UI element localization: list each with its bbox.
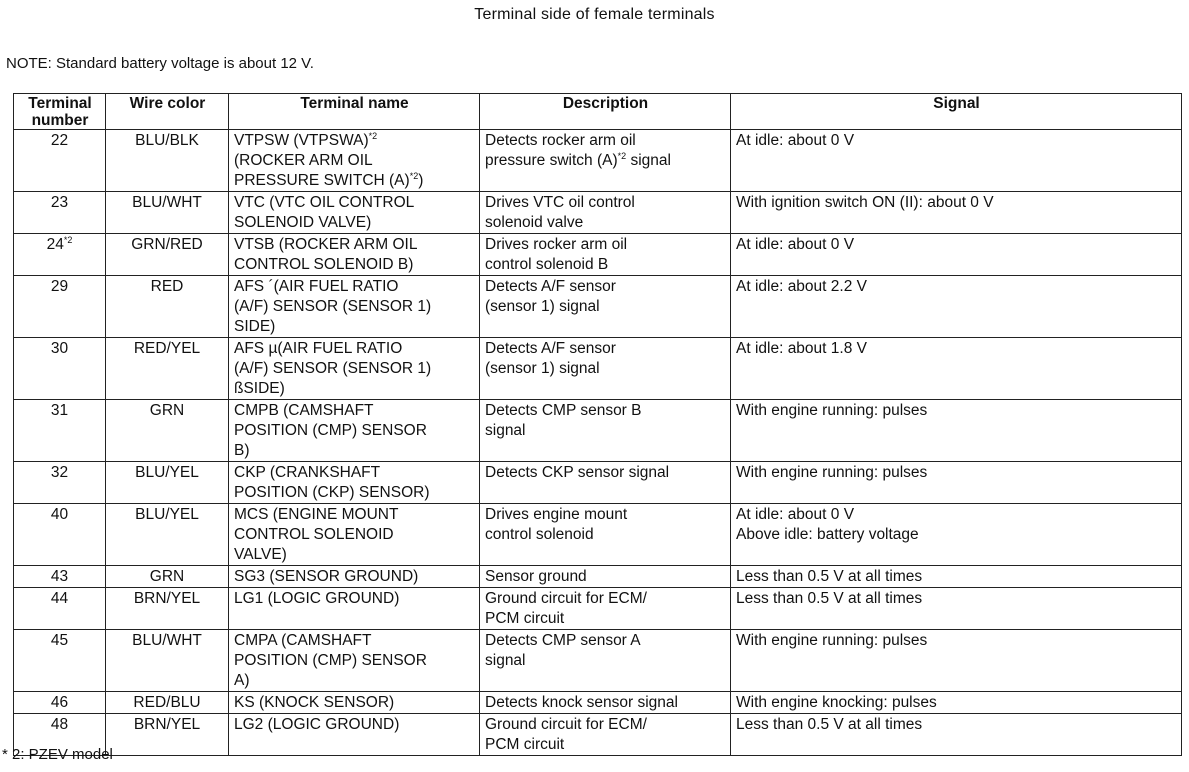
terminal-name-cell — [229, 588, 480, 630]
terminal-name-cell-line: KS (KNOCK SENSOR) — [234, 694, 395, 711]
terminal-name-cell-line: A) — [234, 672, 250, 689]
terminal-name-cell-line: AFS µ(AIR FUEL RATIO — [234, 340, 403, 357]
signal-cell-line: Less than 0.5 V at all times — [736, 716, 923, 733]
terminal-name-cell-line: (ROCKER ARM OIL — [234, 152, 373, 169]
description-cell — [480, 566, 731, 588]
description-cell-line: (sensor 1) signal — [485, 360, 600, 377]
terminal-name-cell-line: LG2 (LOGIC GROUND) — [234, 716, 400, 733]
terminal-name-cell — [229, 276, 480, 338]
signal-cell — [731, 234, 1182, 276]
description-cell — [480, 130, 731, 192]
terminal-name-cell — [229, 504, 480, 566]
header-wire-color: Wire color — [106, 94, 229, 130]
description-cell-line: Sensor ground — [485, 568, 587, 585]
table-row — [14, 566, 1182, 588]
description-cell-line: signal — [485, 422, 526, 439]
terminal-name-cell-line: VTPSW (VTPSWA)$^{*2}$ — [234, 130, 378, 149]
terminal-name-cell-line: VTSB (ROCKER ARM OIL — [234, 236, 418, 253]
table-row — [14, 588, 1182, 630]
terminal-name-cell-line: VTC (VTC OIL CONTROL — [234, 194, 415, 211]
signal-cell-line: Less than 0.5 V at all times — [736, 568, 923, 585]
header-signal: Signal — [731, 94, 1182, 130]
wire-color-cell: RED — [106, 276, 229, 338]
page-title: Terminal side of female terminals — [474, 6, 715, 23]
terminal-name-cell — [229, 234, 480, 276]
signal-cell — [731, 588, 1182, 630]
signal-cell-line: With engine knocking: pulses — [736, 694, 937, 711]
terminal-name-cell — [229, 192, 480, 234]
description-cell-line: Detects rocker arm oil — [485, 132, 636, 149]
description-cell-line: solenoid valve — [485, 214, 584, 231]
description-cell-line: Detects CMP sensor B — [485, 402, 642, 419]
wire-color-cell: BLU/YEL — [106, 462, 229, 504]
wire-color-cell: BLU/BLK — [106, 130, 229, 192]
terminal-number-cell: 43 — [14, 566, 106, 588]
terminal-name-cell-line: ßSIDE) — [234, 380, 285, 397]
signal-cell — [731, 130, 1182, 192]
signal-cell — [731, 630, 1182, 692]
terminal-number-cell: 30 — [14, 338, 106, 400]
description-cell-line: Drives engine mount — [485, 506, 628, 523]
description-cell-line: Detects A/F sensor — [485, 340, 616, 357]
description-cell-line: control solenoid B — [485, 256, 609, 273]
terminal-name-cell — [229, 338, 480, 400]
signal-cell-line: With engine running: pulses — [736, 402, 928, 419]
description-cell — [480, 504, 731, 566]
terminal-name-cell-line: CMPA (CAMSHAFT — [234, 632, 372, 649]
table-row — [14, 234, 1182, 276]
terminal-number-cell: 40 — [14, 504, 106, 566]
table-row — [14, 276, 1182, 338]
wire-color-cell: BLU/WHT — [106, 192, 229, 234]
description-cell-line: control solenoid — [485, 526, 594, 543]
signal-cell-line: Above idle: battery voltage — [736, 526, 919, 543]
description-cell-line: Detects knock sensor signal — [485, 694, 678, 711]
terminal-number-cell: 45 — [14, 630, 106, 692]
terminal-number-cell: 46 — [14, 692, 106, 714]
terminal-name-cell-line: CKP (CRANKSHAFT — [234, 464, 381, 481]
terminal-name-cell-line: POSITION (CKP) SENSOR) — [234, 484, 430, 501]
wire-color-cell: RED/BLU — [106, 692, 229, 714]
description-cell-line: PCM circuit — [485, 610, 565, 627]
header-description: Description — [480, 94, 731, 130]
table-row — [14, 630, 1182, 692]
terminal-name-cell-line: B) — [234, 442, 250, 459]
terminal-name-cell-line: CMPB (CAMSHAFT — [234, 402, 374, 419]
description-cell-line: Ground circuit for ECM/ — [485, 716, 647, 733]
description-cell — [480, 692, 731, 714]
header-terminal-name: Terminal name — [229, 94, 480, 130]
signal-cell — [731, 192, 1182, 234]
wire-color-cell: GRN/RED — [106, 234, 229, 276]
terminal-name-cell — [229, 400, 480, 462]
description-cell — [480, 234, 731, 276]
description-cell — [480, 400, 731, 462]
terminal-name-cell-line: (A/F) SENSOR (SENSOR 1) — [234, 360, 432, 377]
description-cell-line: pressure switch $(A)^{*2}$ signal — [485, 150, 671, 169]
signal-cell — [731, 504, 1182, 566]
terminal-name-cell-line: PRESSURE SWITCH $(A)^{*2}$) — [234, 170, 424, 189]
description-cell — [480, 338, 731, 400]
signal-cell-line: At idle: about 2.2 V — [736, 278, 867, 295]
description-cell — [480, 714, 731, 756]
signal-cell — [731, 276, 1182, 338]
terminal-number-cell: 24$^{*2}$ — [14, 234, 106, 276]
description-cell-line: (sensor 1) signal — [485, 298, 600, 315]
wire-color-cell: GRN — [106, 566, 229, 588]
signal-cell — [731, 338, 1182, 400]
signal-cell-line: With engine running: pulses — [736, 632, 928, 649]
description-cell-line: Drives VTC oil control — [485, 194, 635, 211]
table-header-row — [14, 94, 1182, 130]
wire-color-cell: RED/YEL — [106, 338, 229, 400]
terminal-name-cell — [229, 630, 480, 692]
signal-cell-line: With ignition switch ON (II): about 0 V — [736, 194, 994, 211]
terminal-name-cell-line: SG3 (SENSOR GROUND) — [234, 568, 419, 585]
terminal-name-cell-line: VALVE) — [234, 546, 287, 563]
table-row — [14, 714, 1182, 756]
footnote: * 2: PZEV model — [2, 746, 113, 763]
signal-cell-line: Less than 0.5 V at all times — [736, 590, 923, 607]
description-cell — [480, 192, 731, 234]
terminal-name-cell-line: SOLENOID VALVE) — [234, 214, 372, 231]
terminal-name-cell — [229, 462, 480, 504]
terminal-name-cell-line: CONTROL SOLENOID B) — [234, 256, 414, 273]
terminal-number-cell: 31 — [14, 400, 106, 462]
terminal-name-cell — [229, 130, 480, 192]
description-cell-line: signal — [485, 652, 526, 669]
description-cell — [480, 276, 731, 338]
description-cell-line: PCM circuit — [485, 736, 565, 753]
header-terminal-number: Terminal number — [14, 94, 106, 130]
signal-cell-line: At idle: about 0 V — [736, 236, 855, 253]
terminal-number-cell: 48 — [14, 714, 106, 756]
terminal-name-cell — [229, 692, 480, 714]
wire-color-cell: BRN/YEL — [106, 714, 229, 756]
description-cell — [480, 462, 731, 504]
terminal-name-cell-line: (A/F) SENSOR (SENSOR 1) — [234, 298, 432, 315]
description-cell-line: Drives rocker arm oil — [485, 236, 628, 253]
terminal-name-cell-line: MCS (ENGINE MOUNT — [234, 506, 399, 523]
terminal-name-cell-line: AFS ´(AIR FUEL RATIO — [234, 278, 399, 295]
terminal-table — [13, 93, 1182, 756]
wire-color-cell: BLU/WHT — [106, 630, 229, 692]
table-row — [14, 338, 1182, 400]
terminal-number-cell: 32 — [14, 462, 106, 504]
signal-cell — [731, 462, 1182, 504]
signal-cell-line: With engine running: pulses — [736, 464, 928, 481]
terminal-number-cell: 22 — [14, 130, 106, 192]
wire-color-cell: GRN — [106, 400, 229, 462]
description-cell — [480, 588, 731, 630]
signal-cell — [731, 692, 1182, 714]
table-row — [14, 400, 1182, 462]
terminal-name-cell-line: LG1 (LOGIC GROUND) — [234, 590, 400, 607]
description-cell — [480, 630, 731, 692]
terminal-number-cell: 23 — [14, 192, 106, 234]
description-cell-line: Detects A/F sensor — [485, 278, 616, 295]
table-row — [14, 130, 1182, 192]
terminal-name-cell-line: CONTROL SOLENOID — [234, 526, 394, 543]
signal-cell-line: At idle: about 0 V — [736, 132, 855, 149]
signal-cell-line: At idle: about 1.8 V — [736, 340, 867, 357]
description-cell-line: Detects CMP sensor A — [485, 632, 641, 649]
table-row — [14, 192, 1182, 234]
terminal-number-cell: 29 — [14, 276, 106, 338]
table-row — [14, 692, 1182, 714]
wire-color-cell: BLU/YEL — [106, 504, 229, 566]
battery-voltage-note: NOTE: Standard battery voltage is about 12 V. — [6, 55, 314, 72]
signal-cell-line: At idle: about 0 V — [736, 506, 855, 523]
terminal-name-cell-line: POSITION (CMP) SENSOR — [234, 422, 427, 439]
description-cell-line: Detects CKP sensor signal — [485, 464, 670, 481]
wire-color-cell: BRN/YEL — [106, 588, 229, 630]
description-cell-line: Ground circuit for ECM/ — [485, 590, 647, 607]
terminal-name-cell-line: POSITION (CMP) SENSOR — [234, 652, 427, 669]
signal-cell — [731, 714, 1182, 756]
terminal-name-cell-line: SIDE) — [234, 318, 276, 335]
table-row — [14, 462, 1182, 504]
table-row — [14, 504, 1182, 566]
terminal-name-cell — [229, 714, 480, 756]
terminal-number-cell: 44 — [14, 588, 106, 630]
signal-cell — [731, 400, 1182, 462]
terminal-name-cell — [229, 566, 480, 588]
signal-cell — [731, 566, 1182, 588]
